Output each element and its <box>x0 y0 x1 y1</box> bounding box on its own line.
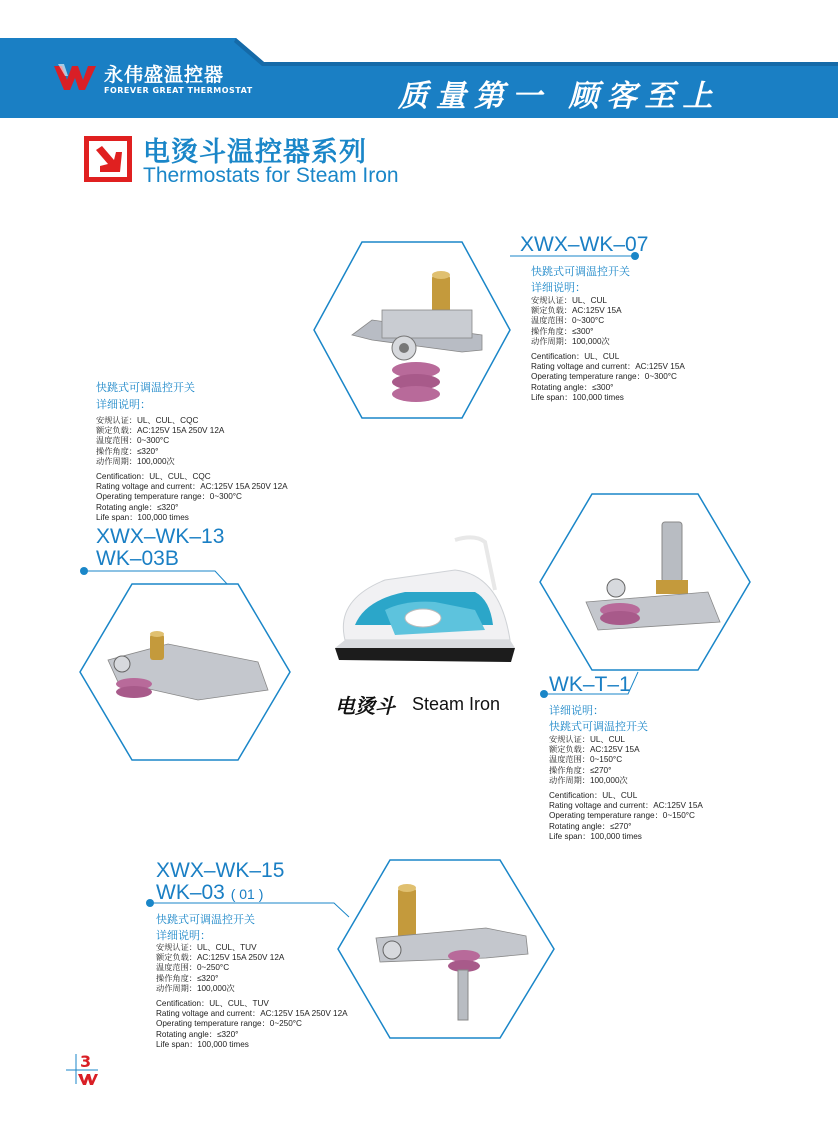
spec-line: Rotating angle：≤320° <box>96 502 179 512</box>
page-number: 3 <box>80 1052 92 1071</box>
arrow-down-right-icon <box>84 136 132 182</box>
model-suffix: ( 01 ) <box>230 886 264 902</box>
section-title-en: Thermostats for Steam Iron <box>143 164 399 187</box>
type-label-wk15: 快跳式可调温控开关 <box>156 913 255 926</box>
spec-line: 温度范围：0~150°C <box>549 755 623 765</box>
spec-line: Life span：100,000 times <box>531 392 624 402</box>
spec-line: 动作周期：100,000次 <box>96 456 175 466</box>
spec-line: 动作周期：100,000次 <box>156 983 235 993</box>
spec-line: 操作角度：≤270° <box>549 765 612 775</box>
spec-line: 安规认证：UL、CUL <box>531 296 607 305</box>
spec-block-wkt1 <box>549 735 703 842</box>
model-label-wkt1: WK–T–1 <box>549 673 631 696</box>
spec-line: 额定负载：AC:125V 15A 250V 12A <box>156 953 285 963</box>
spec-line: 安规认证：UL、CUL、CQC <box>96 416 199 425</box>
section-title-cn: 电烫斗温控器系列 <box>143 137 367 168</box>
spec-line: 操作角度：≤320° <box>96 446 159 456</box>
spec-line: Operating temperature range：0~300°C <box>96 492 242 502</box>
model-label-wk03: WK–03 <box>156 881 225 904</box>
spec-line: 操作角度：≤300° <box>531 326 594 336</box>
detail-label-wk07: 详细说明： <box>531 281 586 294</box>
brand-name-en: FOREVER GREAT THERMOSTAT <box>104 86 253 95</box>
company-logo <box>52 62 98 92</box>
spec-line: 额定负载：AC:125V 15A 250V 12A <box>96 426 225 436</box>
model-label-wk13: XWX–WK–13 <box>96 525 225 548</box>
steam-iron-image <box>325 530 525 680</box>
spec-line: 温度范围：0~300°C <box>531 316 605 326</box>
spec-block-wk15 <box>156 943 348 1050</box>
spec-line: Life span：100,000 times <box>96 512 189 522</box>
slogan: 质量第一 顾客至上 <box>398 79 721 114</box>
spec-line: 安规认证：UL、CUL、TUV <box>156 943 257 952</box>
spec-line: Rating voltage and current：AC:125V 15A <box>531 362 685 372</box>
spec-line: Rotating angle：≤300° <box>531 382 614 392</box>
model-label-wk15: XWX–WK–15 <box>156 859 285 882</box>
model-label-wk07: XWX–WK–07 <box>520 233 649 256</box>
spec-line: Rotating angle：≤270° <box>549 821 632 831</box>
spec-line: Centification：UL、CUL、CQC <box>96 472 211 482</box>
spec-block-wk07 <box>531 296 685 403</box>
spec-line: 动作周期：100,000次 <box>549 775 628 785</box>
spec-line: Life span：100,000 times <box>156 1039 249 1049</box>
product-photo-wk15 <box>336 858 556 1040</box>
spec-line: Centification：UL、CUL <box>531 352 620 362</box>
spec-line: 动作周期：100,000次 <box>531 336 610 346</box>
spec-line: 温度范围：0~250°C <box>156 963 230 973</box>
iron-caption-en: Steam Iron <box>412 694 501 714</box>
spec-line: Rating voltage and current：AC:125V 15A 250V 12A <box>156 1009 348 1019</box>
product-photo-wk13 <box>78 582 292 762</box>
spec-line: Life span：100,000 times <box>549 831 642 841</box>
spec-block-wk13 <box>96 416 288 523</box>
type-label-wk13: 快跳式可调温控开关 <box>96 381 195 394</box>
spec-line: 操作角度：≤320° <box>156 973 219 983</box>
brand-name-cn: 永伟盛温控器 <box>104 64 225 86</box>
product-photo-wk07 <box>312 240 512 420</box>
spec-line: Centification：UL、CUL <box>549 791 638 801</box>
spec-line: Operating temperature range：0~150°C <box>549 811 695 821</box>
iron-caption-cn: 电烫斗 <box>335 694 395 718</box>
spec-line: Rating voltage and current：AC:125V 15A 250V 12A <box>96 482 288 492</box>
type-label-wk07: 快跳式可调温控开关 <box>531 265 630 278</box>
spec-line: Operating temperature range：0~250°C <box>156 1019 302 1029</box>
spec-line: Operating temperature range：0~300°C <box>531 372 677 382</box>
spec-line: Rating voltage and current：AC:125V 15A <box>549 801 703 811</box>
detail-label-wk13: 详细说明： <box>96 398 151 411</box>
spec-line: Rotating angle：≤320° <box>156 1029 239 1039</box>
spec-line: 安规认证：UL、CUL <box>549 735 625 744</box>
detail-label-wkt1: 详细说明： <box>549 704 604 717</box>
spec-line: Centification：UL、CUL、TUV <box>156 999 269 1009</box>
spec-line: 温度范围：0~300°C <box>96 436 170 446</box>
product-photo-wkt1 <box>538 492 752 672</box>
model-label-wk03b: WK–03B <box>96 547 179 570</box>
spec-line: 额定负载：AC:125V 15A <box>531 306 622 316</box>
detail-label-wk15: 详细说明： <box>156 929 211 942</box>
type-label-wkt1: 快跳式可调温控开关 <box>549 720 648 733</box>
spec-line: 额定负载：AC:125V 15A <box>549 745 640 755</box>
